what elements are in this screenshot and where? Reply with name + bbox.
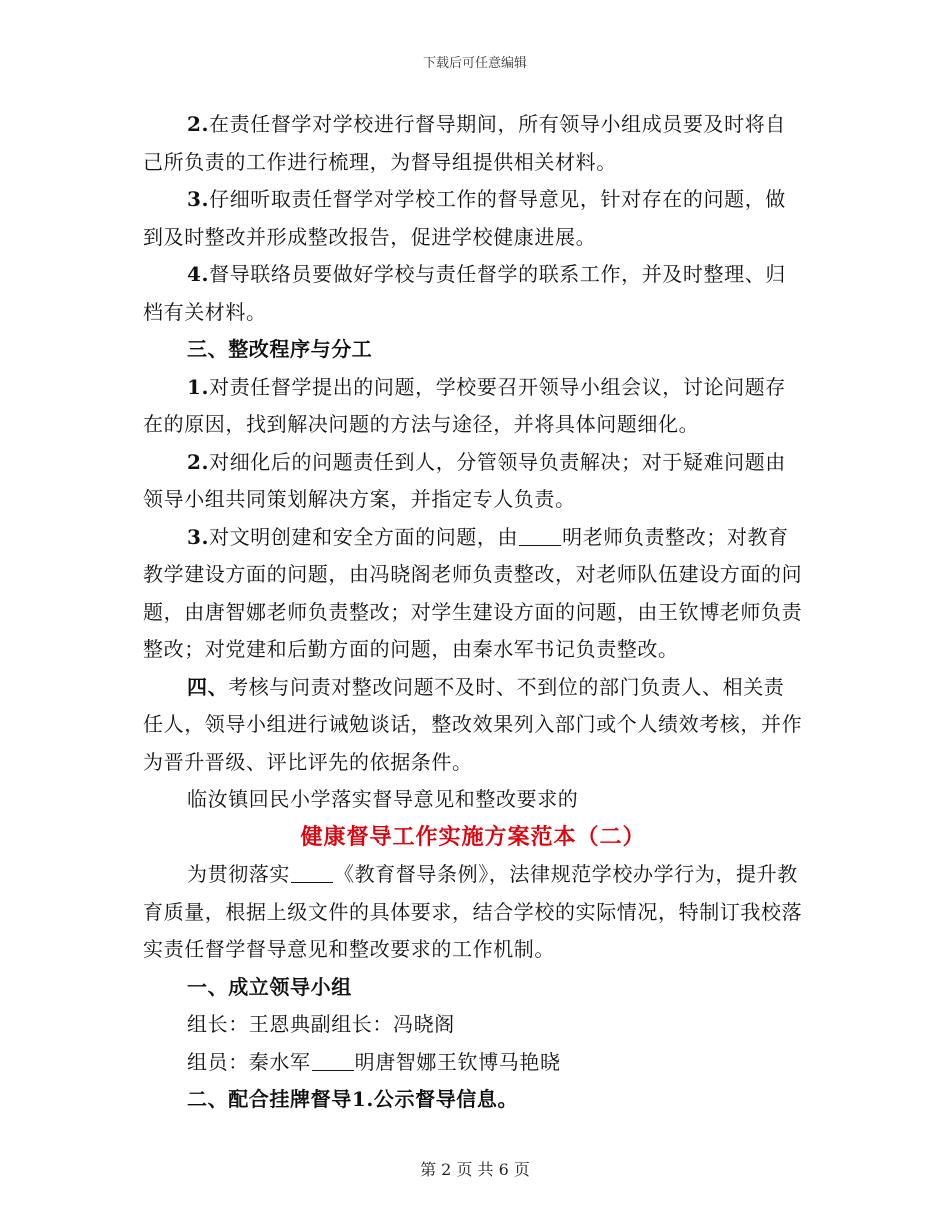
item-number: 4. [187, 262, 210, 286]
page-header: 下载后可任意编辑 [422, 56, 527, 71]
paragraph-text: 为贯彻落实 [187, 862, 290, 886]
paragraph-text: 对细化后的问题责任到人，分管领导负责解决；对于疑难问题由领导小组共同策划解决方案，并指定专人负责。 [143, 449, 786, 511]
doc2-pre-title: 临汝镇回民小学落实督导意见和整改要求的 [187, 787, 579, 811]
paragraph-text: 督导联络员要做好学校与责任督学的联系工作，并及时整理、归档有关材料。 [143, 262, 786, 324]
paragraph-2-4 [143, 256, 803, 331]
paragraph-text: 组员：秦水军 [187, 1049, 311, 1074]
doc2-title: 健康督导工作实施方案范本（二） [300, 823, 646, 850]
item-number: 1. [187, 374, 210, 399]
paragraph-3-3 [143, 519, 803, 669]
paragraph-text: 明老师负责整改；对教育教学建设方面的问题，由冯晓阁老师负责整改，对老师队伍建设方面的问题，由唐智娜老师负责整改；对学生建设方面的问题，由王钦博老师负责整改；对党建和后勤方面的问题，由秦水军书记负责整改。 [143, 524, 803, 661]
paragraph-4 [143, 669, 803, 782]
paragraph-text: 对责任督学提出的问题，学校要召开领导小组会议，讨论问题存在的原因，找到解决问题的方法与途径，并将具体问题细化。 [143, 374, 786, 436]
page-footer: 第 2 页 共 6 页 [420, 1160, 530, 1179]
item-number: 2. [187, 449, 210, 474]
section-heading-tail: 1.公示督导信息。 [351, 1087, 519, 1111]
item-number: 3. [187, 524, 210, 549]
doc2-section-1-heading: 一、成立领导小组 [187, 974, 352, 999]
section-4-heading: 四、 [187, 674, 229, 699]
paragraph-text: 在责任督学对学校进行督导期间，所有领导小组成员要及时将自己所负责的工作进行梳理，为督导组提供相关材料。 [143, 112, 786, 174]
section-heading-text: 二、配合挂牌督导 [187, 1087, 352, 1111]
doc2-members [143, 1044, 803, 1082]
item-number: 2. [187, 112, 210, 136]
paragraph-2-3 [143, 181, 803, 256]
paragraph-3-2 [143, 444, 803, 519]
paragraph-2-2 [143, 106, 803, 181]
doc2-intro [143, 856, 803, 969]
document-body [143, 106, 803, 1119]
doc2-leaders: 组长：王恩典副组长：冯晓阁 [187, 1012, 455, 1036]
section-3-heading: 三、整改程序与分工 [187, 337, 373, 361]
doc2-section-2-heading [143, 1081, 803, 1119]
fill-blank [291, 862, 333, 883]
paragraph-3-1 [143, 369, 803, 444]
paragraph-text: 仔细听取责任督学对学校工作的督导意见，针对存在的问题，做到及时整改并形成整改报告，促进学校健康进展。 [143, 187, 786, 249]
paragraph-text: 考核与问责对整改问题不及时、不到位的部门负责人、相关责任人，领导小组进行诫勉谈话，整改效果列入部门或个人绩效考核，并作为晋升晋级、评比评先的依据条件。 [143, 674, 803, 774]
paragraph-text: 《教育督导条例》，法律规范学校办学行为，提升教育质量，根据上级文件的具体要求，结合学校的实际情况，特制订我校落实责任督学督导意见和整改要求的工作机制。 [143, 862, 803, 961]
item-number: 3. [187, 187, 210, 211]
fill-blank [312, 1050, 354, 1071]
paragraph-text: 对文明创建和安全方面的问题，由 [209, 524, 519, 549]
fill-blank [519, 525, 561, 546]
paragraph-text: 明唐智娜王钦博马艳晓 [354, 1049, 561, 1074]
